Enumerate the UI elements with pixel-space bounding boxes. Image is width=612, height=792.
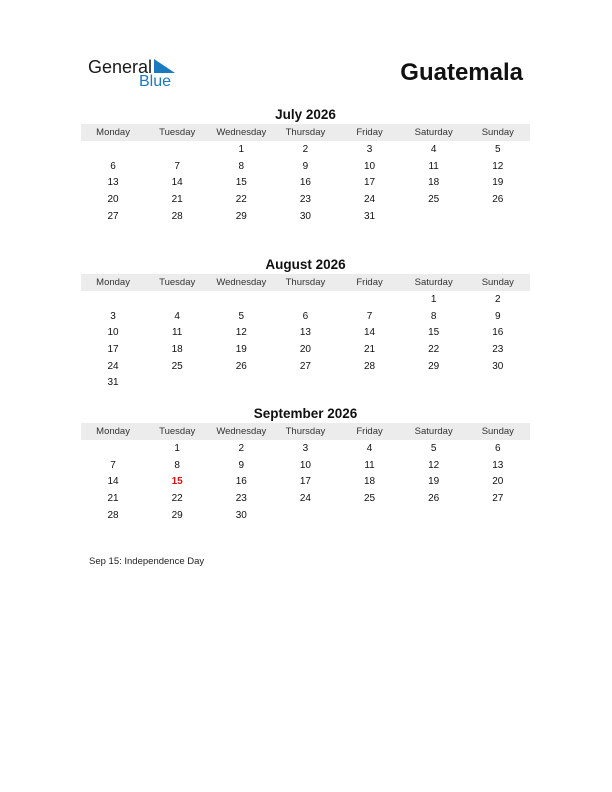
day-cell: 30 xyxy=(235,509,247,521)
day-cell: 18 xyxy=(171,343,183,355)
day-cell: 13 xyxy=(492,459,504,471)
day-cell: 26 xyxy=(235,360,247,372)
day-cell: 24 xyxy=(364,193,376,205)
day-cell: 14 xyxy=(107,476,119,488)
week-row xyxy=(81,308,530,325)
weekday-monday: Monday xyxy=(96,426,130,437)
day-cell: 16 xyxy=(235,476,247,488)
day-cell: 13 xyxy=(299,327,311,339)
weekday-sunday: Sunday xyxy=(481,426,514,437)
weekday-tuesday: Tuesday xyxy=(159,277,196,288)
day-cell: 23 xyxy=(492,343,504,355)
month-august xyxy=(81,256,530,391)
month-september xyxy=(81,405,530,523)
day-cell: 12 xyxy=(235,327,247,339)
day-cell: 17 xyxy=(299,476,311,488)
weekday-friday: Friday xyxy=(356,426,383,437)
month-july xyxy=(81,106,530,224)
day-cell: 10 xyxy=(364,160,376,172)
day-cell: 28 xyxy=(171,210,183,222)
week-row xyxy=(81,374,530,391)
day-cell: 21 xyxy=(364,343,376,355)
day-cell: 15 xyxy=(235,177,247,189)
weekday-wednesday: Wednesday xyxy=(216,426,267,437)
weekday-saturday: Saturday xyxy=(414,426,453,437)
day-cell: 12 xyxy=(428,459,440,471)
day-cell: 22 xyxy=(235,193,247,205)
weekday-thursday: Thursday xyxy=(285,426,326,437)
weekday-header-row xyxy=(81,124,530,141)
day-cell: 15 xyxy=(428,327,440,339)
day-cell: 27 xyxy=(492,492,504,504)
week-row xyxy=(81,358,530,375)
day-cell: 11 xyxy=(428,160,439,172)
day-cell: 7 xyxy=(366,310,373,322)
weekday-saturday: Saturday xyxy=(414,127,453,138)
day-cell: 4 xyxy=(430,143,437,155)
day-cell: 28 xyxy=(364,360,376,372)
day-cell: 22 xyxy=(428,343,440,355)
day-cell: 10 xyxy=(299,459,311,471)
day-cell: 27 xyxy=(107,210,119,222)
holiday-day-cell: 15 xyxy=(171,476,183,488)
day-cell: 16 xyxy=(492,327,504,339)
day-cell: 2 xyxy=(302,143,309,155)
day-cell: 22 xyxy=(171,492,183,504)
country-title: Guatemala xyxy=(400,59,523,86)
day-cell: 30 xyxy=(299,210,311,222)
weekday-friday: Friday xyxy=(356,277,383,288)
day-cell: 2 xyxy=(238,442,245,454)
week-row xyxy=(81,507,530,524)
day-cell: 31 xyxy=(364,210,376,222)
day-cell: 6 xyxy=(302,310,309,322)
weekday-friday: Friday xyxy=(356,127,383,138)
day-cell: 5 xyxy=(238,310,245,322)
day-cell: 8 xyxy=(238,160,245,172)
day-cell: 26 xyxy=(492,193,504,205)
day-cell: 9 xyxy=(302,160,309,172)
day-cell: 19 xyxy=(428,476,440,488)
day-cell: 12 xyxy=(492,160,504,172)
week-row xyxy=(81,174,530,191)
day-cell: 1 xyxy=(430,293,437,305)
week-row xyxy=(81,158,530,175)
day-cell: 8 xyxy=(430,310,437,322)
day-cell: 8 xyxy=(174,459,180,471)
day-cell: 21 xyxy=(171,193,183,205)
day-cell: 11 xyxy=(364,459,375,471)
day-cell: 28 xyxy=(107,509,119,521)
day-cell: 9 xyxy=(495,310,501,322)
week-row xyxy=(81,141,530,158)
day-cell: 2 xyxy=(495,293,501,305)
day-cell: 29 xyxy=(428,360,440,372)
day-cell: 9 xyxy=(238,459,245,471)
day-cell: 31 xyxy=(107,377,119,389)
day-cell: 10 xyxy=(107,327,119,339)
day-cell: 26 xyxy=(428,492,440,504)
day-cell: 4 xyxy=(366,442,373,454)
week-row xyxy=(81,457,530,474)
weekday-thursday: Thursday xyxy=(285,277,326,288)
day-cell: 17 xyxy=(107,343,119,355)
day-cell: 20 xyxy=(492,476,504,488)
day-cell: 11 xyxy=(171,327,183,339)
day-cell: 16 xyxy=(299,177,311,189)
weekday-wednesday: Wednesday xyxy=(216,127,267,138)
weekday-header-row xyxy=(81,423,530,440)
day-cell: 30 xyxy=(492,360,504,372)
day-cell: 20 xyxy=(107,193,119,205)
logo-text-blue: Blue xyxy=(139,73,172,90)
week-row xyxy=(81,208,530,225)
month-title: July 2026 xyxy=(275,107,336,122)
holiday-note: Sep 15: Independence Day xyxy=(89,556,205,567)
weekday-monday: Monday xyxy=(96,127,130,138)
day-cell: 6 xyxy=(495,442,501,454)
week-row xyxy=(81,440,530,457)
day-cell: 14 xyxy=(364,327,376,339)
day-cell: 29 xyxy=(235,210,247,222)
weekday-sunday: Sunday xyxy=(481,277,514,288)
week-row xyxy=(81,291,530,308)
weekday-tuesday: Tuesday xyxy=(159,426,196,437)
day-cell: 13 xyxy=(107,177,119,189)
week-row xyxy=(81,324,530,341)
week-row xyxy=(81,341,530,358)
day-cell: 19 xyxy=(235,343,247,355)
day-cell: 18 xyxy=(428,177,440,189)
day-cell: 19 xyxy=(492,177,504,189)
month-title: September 2026 xyxy=(253,406,358,421)
day-cell: 5 xyxy=(495,143,501,155)
day-cell: 23 xyxy=(235,492,247,504)
day-cell: 23 xyxy=(299,193,311,205)
weekday-header-row xyxy=(81,274,530,291)
week-row xyxy=(81,490,530,507)
day-cell: 24 xyxy=(299,492,311,504)
day-cell: 3 xyxy=(366,143,373,155)
day-cell: 25 xyxy=(171,360,183,372)
day-cell: 1 xyxy=(174,442,180,454)
day-cell: 20 xyxy=(299,343,311,355)
day-cell: 25 xyxy=(364,492,376,504)
week-row xyxy=(81,191,530,208)
week-row xyxy=(81,473,530,490)
day-cell: 14 xyxy=(171,177,183,189)
weekday-saturday: Saturday xyxy=(414,277,453,288)
day-cell: 4 xyxy=(174,310,180,322)
day-cell: 18 xyxy=(364,476,376,488)
day-cell: 1 xyxy=(238,143,245,155)
day-cell: 27 xyxy=(299,360,311,372)
weekday-thursday: Thursday xyxy=(285,127,326,138)
weekday-monday: Monday xyxy=(96,277,130,288)
day-cell: 17 xyxy=(364,177,376,189)
day-cell: 5 xyxy=(430,442,437,454)
month-title: August 2026 xyxy=(265,257,346,272)
weekday-sunday: Sunday xyxy=(481,127,514,138)
day-cell: 6 xyxy=(110,160,116,172)
day-cell: 29 xyxy=(171,509,183,521)
day-cell: 7 xyxy=(110,459,116,471)
day-cell: 24 xyxy=(107,360,119,372)
day-cell: 21 xyxy=(107,492,119,504)
day-cell: 25 xyxy=(428,193,440,205)
weekday-wednesday: Wednesday xyxy=(216,277,267,288)
logo xyxy=(88,56,198,92)
day-cell: 7 xyxy=(174,160,180,172)
logo-text-general: General xyxy=(88,57,153,77)
day-cell: 3 xyxy=(110,310,116,322)
weekday-tuesday: Tuesday xyxy=(159,127,196,138)
holiday-notes xyxy=(89,556,204,568)
day-cell: 3 xyxy=(302,442,309,454)
